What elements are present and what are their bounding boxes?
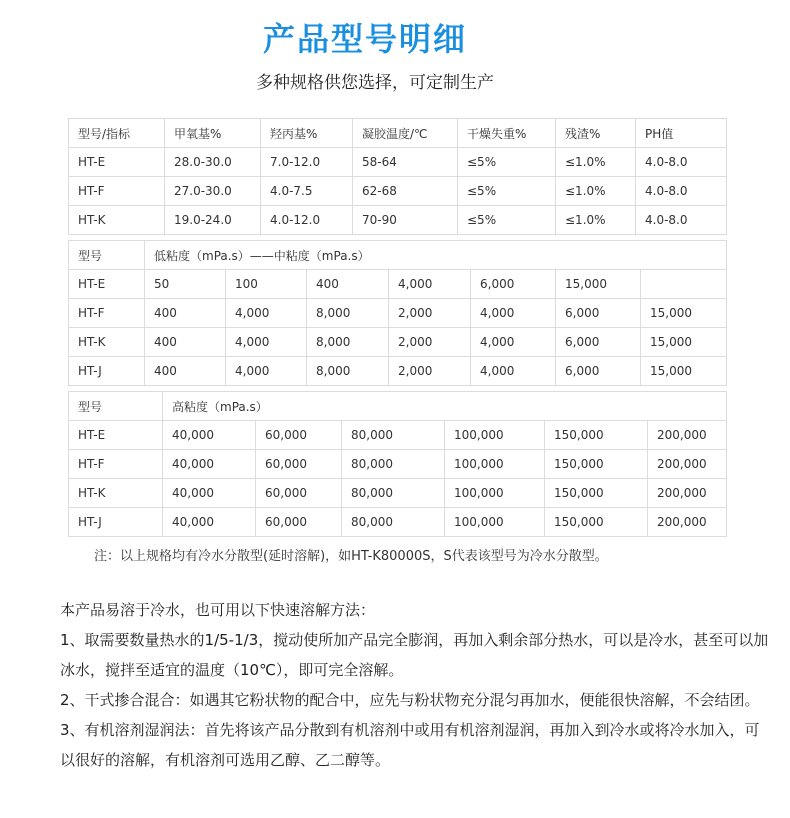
table-cell: 4.0-8.0 xyxy=(636,206,727,235)
header-cell: 型号/指标 xyxy=(69,119,165,148)
table-cell: 2,000 xyxy=(389,328,471,357)
table-row xyxy=(69,270,727,299)
table-cell: ≤5% xyxy=(458,177,556,206)
table-row xyxy=(69,299,727,328)
table-row xyxy=(69,421,727,450)
table-cell: 80,000 xyxy=(342,421,445,450)
table-cell: 62-68 xyxy=(353,177,458,206)
table-cell xyxy=(641,270,727,299)
page-title: 产品型号明细 xyxy=(262,20,467,58)
table-row xyxy=(69,148,727,177)
header-cell: PH值 xyxy=(636,119,727,148)
table-cell: HT-E xyxy=(69,148,165,177)
table-cell: 80,000 xyxy=(342,508,445,537)
table-cell: 4,000 xyxy=(226,299,307,328)
table-cell: 100,000 xyxy=(445,421,545,450)
table-row xyxy=(69,177,727,206)
table-header-row xyxy=(69,241,727,270)
table-cell: 4.0-8.0 xyxy=(636,148,727,177)
table-cell: 4,000 xyxy=(226,328,307,357)
table-cell: HT-F xyxy=(69,450,163,479)
table-cell: 2,000 xyxy=(389,299,471,328)
table-cell: 4,000 xyxy=(471,328,556,357)
table-cell: 15,000 xyxy=(641,328,727,357)
low-medium-viscosity-table xyxy=(68,240,727,386)
table-cell: 80,000 xyxy=(342,450,445,479)
header-cell: 型号 xyxy=(69,392,163,421)
table-cell: 8,000 xyxy=(307,357,389,386)
table-cell: 8,000 xyxy=(307,328,389,357)
table-cell: ≤5% xyxy=(458,206,556,235)
instructions-intro: 本产品易溶于冷水，也可用以下快速溶解方法： xyxy=(60,601,376,619)
table-cell: HT-E xyxy=(69,270,145,299)
table-cell: 150,000 xyxy=(545,421,648,450)
table-cell: 400 xyxy=(307,270,389,299)
table-cell: HT-K xyxy=(69,328,145,357)
table-cell: 60,000 xyxy=(256,479,342,508)
table-cell: 6,000 xyxy=(556,299,641,328)
table-cell: HT-E xyxy=(69,421,163,450)
table-cell: 400 xyxy=(145,357,226,386)
table-cell: 100,000 xyxy=(445,508,545,537)
header-cell: 甲氧基% xyxy=(165,119,261,148)
table-cell: 6,000 xyxy=(556,357,641,386)
table-row xyxy=(69,357,727,386)
table-cell: 8,000 xyxy=(307,299,389,328)
table-cell: 80,000 xyxy=(342,479,445,508)
header-cell: 羟丙基% xyxy=(261,119,353,148)
table-cell: 4,000 xyxy=(471,299,556,328)
table-cell: 100,000 xyxy=(445,479,545,508)
table-row xyxy=(69,479,727,508)
table-cell: 150,000 xyxy=(545,450,648,479)
table-cell: 100 xyxy=(226,270,307,299)
table-row xyxy=(69,450,727,479)
table-footnote: 注：以上规格均有冷水分散型(延时溶解)，如HT-K80000S，S代表该型号为冷水分散型。 xyxy=(94,549,608,564)
table-cell: 19.0-24.0 xyxy=(165,206,261,235)
table-row xyxy=(69,328,727,357)
table-cell: 15,000 xyxy=(556,270,641,299)
table-cell: 40,000 xyxy=(163,421,256,450)
high-viscosity-table xyxy=(68,391,727,537)
table-header-row xyxy=(69,119,727,148)
table-cell: HT-K xyxy=(69,479,163,508)
table-cell: 150,000 xyxy=(545,479,648,508)
instruction-step-1: 1、取需要数量热水的1/5-1/3，搅动使所加产品完全膨润，再加入剩余部分热水，可以是冷水，甚至可以加冰水，搅拌至适宜的温度（10℃），即可完全溶解。 xyxy=(60,631,769,679)
page-subtitle: 多种规格供您选择，可定制生产 xyxy=(256,73,494,93)
table-cell: 400 xyxy=(145,299,226,328)
table-cell: 200,000 xyxy=(648,421,727,450)
table-cell: 2,000 xyxy=(389,357,471,386)
table-cell: 4.0-12.0 xyxy=(261,206,353,235)
table-cell: 40,000 xyxy=(163,479,256,508)
table-cell: 50 xyxy=(145,270,226,299)
table-cell: 27.0-30.0 xyxy=(165,177,261,206)
table-cell: 70-90 xyxy=(353,206,458,235)
instruction-step-2: 2、干式掺合混合：如遇其它粉状物的配合中，应先与粉状物充分混匀再加水，便能很快溶解，不会结团。 xyxy=(60,691,760,709)
table-cell: 60,000 xyxy=(256,421,342,450)
table-cell: 4,000 xyxy=(389,270,471,299)
header-cell: 高粘度（mPa.s） xyxy=(163,392,727,421)
table-cell: 200,000 xyxy=(648,508,727,537)
header-cell: 凝胶温度/℃ xyxy=(353,119,458,148)
header-cell: 残渣% xyxy=(556,119,636,148)
table-cell: HT-J xyxy=(69,357,145,386)
table-cell: 4,000 xyxy=(471,357,556,386)
header-cell: 型号 xyxy=(69,241,145,270)
table-cell: HT-J xyxy=(69,508,163,537)
table-cell: ≤5% xyxy=(458,148,556,177)
table-cell: 7.0-12.0 xyxy=(261,148,353,177)
table-cell: 200,000 xyxy=(648,450,727,479)
table-cell: 40,000 xyxy=(163,508,256,537)
table-cell: 6,000 xyxy=(471,270,556,299)
table-cell: 150,000 xyxy=(545,508,648,537)
table-cell: 400 xyxy=(145,328,226,357)
table-cell: 60,000 xyxy=(256,508,342,537)
table-row xyxy=(69,508,727,537)
header-cell: 低粘度（mPa.s）——中粘度（mPa.s） xyxy=(145,241,727,270)
table-cell: HT-F xyxy=(69,177,165,206)
header-cell: 干燥失重% xyxy=(458,119,556,148)
table-cell: 100,000 xyxy=(445,450,545,479)
table-cell: 4,000 xyxy=(226,357,307,386)
table-cell: 4.0-7.5 xyxy=(261,177,353,206)
table-row xyxy=(69,206,727,235)
table-cell: ≤1.0% xyxy=(556,206,636,235)
table-header-row xyxy=(69,392,727,421)
table-cell: 15,000 xyxy=(641,299,727,328)
instruction-step-3: 3、有机溶剂湿润法：首先将该产品分散到有机溶剂中或用有机溶剂湿润，再加入到冷水或将冷水加入，可以很好的溶解，有机溶剂可选用乙醇、乙二醇等。 xyxy=(60,721,760,769)
table-cell: ≤1.0% xyxy=(556,148,636,177)
table-cell: 40,000 xyxy=(163,450,256,479)
table-cell: HT-K xyxy=(69,206,165,235)
table-cell: HT-F xyxy=(69,299,145,328)
table-cell: 6,000 xyxy=(556,328,641,357)
table-cell: 28.0-30.0 xyxy=(165,148,261,177)
table-cell: 4.0-8.0 xyxy=(636,177,727,206)
table-cell: 15,000 xyxy=(641,357,727,386)
spec-indicator-table xyxy=(68,118,727,235)
dissolution-instructions xyxy=(60,595,770,775)
table-cell: 200,000 xyxy=(648,479,727,508)
table-cell: ≤1.0% xyxy=(556,177,636,206)
table-cell: 58-64 xyxy=(353,148,458,177)
table-cell: 60,000 xyxy=(256,450,342,479)
